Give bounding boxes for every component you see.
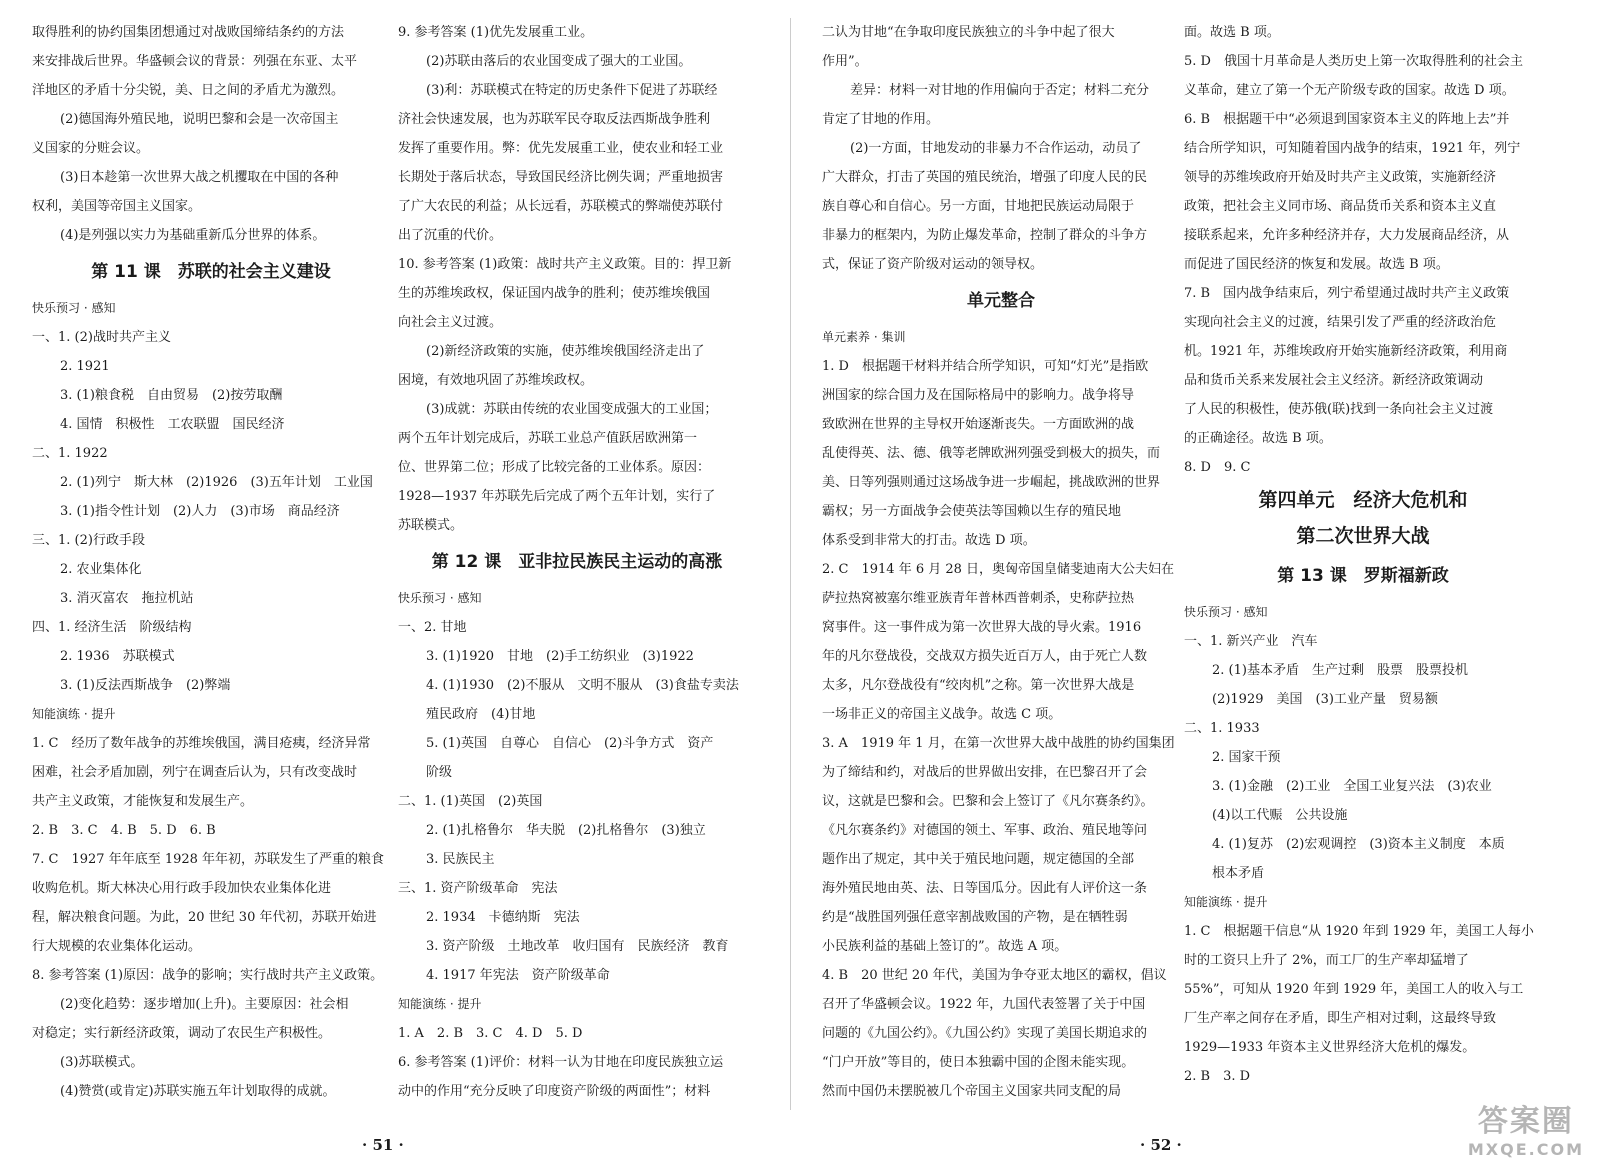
- watermark-bottom: MXQE.COM: [1467, 1140, 1584, 1159]
- text-line: 2. (1)列宁 斯大林 (2)1926 (3)五年计划 工业国: [60, 475, 373, 490]
- text-line: 萨拉热窝被塞尔维亚族青年普林西普刺杀，史称萨拉热: [822, 591, 1135, 606]
- text-line: 式，保证了资产阶级对运动的领导权。: [822, 257, 1044, 272]
- text-line: 肯定了甘地的作用。: [822, 112, 940, 127]
- text-line: 3. (1)反法西斯战争 (2)弊端: [60, 678, 231, 693]
- column-4: [1184, 18, 1542, 1091]
- column-3: [822, 18, 1180, 1106]
- text-line: (2)一方面，甘地发动的非暴力不合作运动，动员了: [850, 141, 1142, 156]
- text-line: 约是“战胜国列强任意宰割战败国的产物，是在牺牲弱: [822, 910, 1128, 925]
- text-line: 55%”，可知从 1920 年到 1929 年，美国工人的收入与工: [1184, 982, 1524, 997]
- lesson-heading: 第 11 课 苏联的社会主义建设: [91, 262, 331, 282]
- column-2: [398, 18, 756, 1106]
- text-line: 四、1. 经济生活 阶级结构: [32, 620, 192, 635]
- text-line: (2)变化趋势：逐步增加(上升)。主要原因：社会相: [60, 997, 349, 1012]
- text-line: (3)利：苏联模式在特定的历史条件下促进了苏联经: [426, 83, 718, 98]
- text-line: 2. C 1914 年 6 月 28 日，奥匈帝国皇储斐迪南大公夫妇在: [822, 562, 1175, 577]
- text-line: 4. 1917 年宪法 资产阶级革命: [426, 968, 610, 983]
- text-line: 的正确途径。故选 B 项。: [1184, 431, 1332, 446]
- text-line: 3. (1)1920 甘地 (2)手工纺织业 (3)1922: [426, 649, 694, 664]
- watermark-top: 答案圈: [1477, 1104, 1574, 1139]
- text-line: 二、1. 1933: [1184, 721, 1260, 736]
- text-line: (4)以工代赈 公共设施: [1212, 808, 1348, 823]
- text-line: 3. 资产阶级 土地改革 收归国有 民族经济 教育: [426, 939, 729, 954]
- text-line: 政策，把社会主义同市场、商品货币关系和资本主义直: [1184, 199, 1497, 214]
- text-line: 接联系起来，允许多种经济并存，大力发展商品经济，从: [1184, 228, 1510, 243]
- section-label: 快乐预习 · 感知: [32, 301, 116, 315]
- text-line: 1928—1937 年苏联先后完成了两个五年计划，实行了: [398, 489, 716, 504]
- text-line: 问题的《九国公约》。《九国公约》实现了美国长期追求的: [822, 1026, 1148, 1041]
- text-line: (2)苏联由落后的农业国变成了强大的工业国。: [426, 54, 692, 69]
- text-line: 乱使得英、法、德、俄等老牌欧洲列强受到极大的损失，而: [822, 446, 1161, 461]
- text-line: (3)苏联模式。: [60, 1055, 144, 1070]
- text-line: 厂生产率之间存在矛盾，即生产相对过剩，这最终导致: [1184, 1011, 1497, 1026]
- text-line: 苏联模式。: [398, 518, 464, 533]
- text-line: 二、1. (1)英国 (2)英国: [398, 794, 543, 809]
- section-label: 快乐预习 · 感知: [398, 591, 482, 605]
- text-line: 4. 国情 积极性 工农联盟 国民经济: [60, 417, 285, 432]
- text-line: (4)赞赏(或肯定)苏联实施五年计划取得的成就。: [60, 1084, 336, 1099]
- text-line: 5. (1)英国 自尊心 自信心 (2)斗争方式 资产: [426, 736, 714, 751]
- text-line: 题作出了规定，其中关于殖民地问题，规定德国的全部: [822, 852, 1135, 867]
- text-line: (2)新经济政策的实施，使苏维埃俄国经济走出了: [426, 344, 705, 359]
- text-line: 行大规模的农业集体化运动。: [32, 939, 202, 954]
- text-line: 然而中国仍未摆脱被几个帝国主义国家共同支配的局: [822, 1084, 1122, 1099]
- text-line: (3)成就：苏联由传统的农业国变成强大的工业国；: [426, 402, 718, 417]
- text-line: 10. 参考答案 (1)政策：战时共产主义政策。目的：捍卫新: [398, 257, 732, 272]
- text-line: 三、1. (2)行政手段: [32, 533, 145, 548]
- text-line: 一场非正义的帝国主义战争。故选 C 项。: [822, 707, 1062, 722]
- text-line: (2)1929 美国 (3)工业产量 贸易额: [1212, 692, 1438, 707]
- text-line: 困难，社会矛盾加剧，列宁在调查后认为，只有改变战时: [32, 765, 358, 780]
- lesson-heading: 单元整合: [967, 291, 1035, 311]
- text-line: 2. 农业集体化: [60, 562, 142, 577]
- page-number-right: · 52 ·: [1140, 1136, 1182, 1154]
- text-line: 2. 1936 苏联模式: [60, 649, 175, 664]
- text-line: 体系受到非常大的打击。故选 D 项。: [822, 533, 1036, 548]
- text-line: 族自尊心和自信心。另一方面，甘地把民族运动局限于: [822, 199, 1135, 214]
- section-label: 知能演练 · 提升: [398, 997, 482, 1011]
- text-line: 3. A 1919 年 1 月，在第一次世界大战中战胜的协约国集团: [822, 736, 1175, 751]
- text-line: 1. C 根据题干信息“从 1920 年到 1929 年，美国工人每小: [1184, 924, 1534, 939]
- text-line: 2. (1)扎格鲁尔 华夫脱 (2)扎格鲁尔 (3)独立: [426, 823, 706, 838]
- text-line: 三、1. 资产阶级革命 宪法: [398, 881, 558, 896]
- text-line: 向社会主义过渡。: [398, 315, 503, 330]
- text-line: 殖民政府 (4)甘地: [426, 707, 536, 722]
- text-line: 7. C 1927 年年底至 1928 年年初，苏联发生了严重的粮食: [32, 852, 385, 867]
- text-line: 二、1. 1922: [32, 446, 108, 461]
- text-line: 权利，美国等帝国主义国家。: [32, 199, 202, 214]
- unit-heading: 第四单元 经济大危机和: [1258, 489, 1468, 511]
- text-line: 对稳定；实行新经济政策，调动了农民生产积极性。: [32, 1026, 332, 1041]
- unit-heading: 第二次世界大战: [1296, 525, 1430, 547]
- text-line: 了人民的积极性，使苏俄(联)找到一条向社会主义过渡: [1184, 402, 1494, 417]
- text-line: 4. (1)复苏 (2)宏观调控 (3)资本主义制度 本质: [1212, 837, 1505, 852]
- text-line: 2. B 3. D: [1184, 1069, 1251, 1084]
- text-line: 机。1921 年，苏维埃政府开始实施新经济政策，利用商: [1184, 344, 1508, 359]
- page-number-left: · 51 ·: [362, 1136, 404, 1154]
- text-line: 阶级: [426, 765, 453, 780]
- text-line: 《凡尔赛条约》对德国的领土、军事、政治、殖民地等问: [822, 823, 1148, 838]
- text-line: 结合所学知识，可知随着国内战争的结束，1921 年，列宁: [1184, 141, 1521, 156]
- text-line: 品和货币关系来发展社会主义经济。新经济政策调动: [1184, 373, 1484, 388]
- text-line: 生的苏维埃政权，保证国内战争的胜利；使苏维埃俄国: [398, 286, 711, 301]
- text-line: 义革命，建立了第一个无产阶级专政的国家。故选 D 项。: [1184, 83, 1515, 98]
- text-line: 海外殖民地由英、法、日等国瓜分。因此有人评价这一条: [822, 881, 1148, 896]
- text-line: 3. 消灭富农 拖拉机站: [60, 591, 194, 606]
- text-line: 广大群众，打击了英国的殖民统治，增强了印度人民的民: [822, 170, 1148, 185]
- text-line: 1. D 根据题干材料并结合所学知识，可知“灯光”是指欧: [822, 359, 1149, 374]
- text-line: 收购危机。斯大林决心用行政手段加快农业集体化进: [32, 881, 332, 896]
- text-line: 霸权；另一方面战争会使英法等国赖以生存的殖民地: [822, 504, 1122, 519]
- text-line: 6. 参考答案 (1)评价：材料一认为甘地在印度民族独立运: [398, 1055, 724, 1070]
- text-line: 济社会快速发展，也为苏联军民夺取反法西斯战争胜利: [398, 112, 711, 127]
- text-line: 2. 1934 卡德纳斯 宪法: [426, 910, 580, 925]
- page-spine: [790, 18, 791, 1110]
- text-line: 两个五年计划完成后，苏联工业总产值跃居欧洲第一: [398, 431, 698, 446]
- section-label: 快乐预习 · 感知: [1184, 605, 1268, 619]
- text-line: 出了沉重的代价。: [398, 228, 503, 243]
- text-line: 6. B 根据题干中“必须退到国家资本主义的阵地上去”并: [1184, 112, 1510, 127]
- text-line: 1. A 2. B 3. C 4. D 5. D: [398, 1026, 583, 1041]
- section-label: 单元素养 · 集训: [822, 330, 906, 344]
- text-line: 了广大农民的利益；从长远看，苏联模式的弊端使苏联付: [398, 199, 724, 214]
- text-line: 召开了华盛顿会议。1922 年，九国代表签署了关于中国: [822, 997, 1146, 1012]
- text-line: 来安排战后世界。华盛顿会议的背景：列强在东亚、太平: [32, 54, 358, 69]
- text-line: 领导的苏维埃政府开始及时共产主义政策，实施新经济: [1184, 170, 1497, 185]
- text-line: 动中的作用“充分反映了印度资产阶级的两面性”；材料: [398, 1084, 711, 1099]
- text-line: 3. 民族民主: [426, 852, 495, 867]
- text-line: 差异：材料一对甘地的作用偏向于否定；材料二充分: [850, 83, 1150, 98]
- text-line: 4. B 20 世纪 20 年代，美国为争夺亚太地区的霸权，倡议: [822, 968, 1167, 983]
- text-line: 实现向社会主义的过渡，结果引发了严重的经济政治危: [1184, 315, 1497, 330]
- text-line: 2. 1921: [60, 359, 110, 374]
- text-line: 议，这就是巴黎和会。巴黎和会上签订了《凡尔赛条约》。: [822, 794, 1154, 809]
- text-line: 义国家的分赃会议。: [32, 141, 150, 156]
- text-line: (2)德国海外殖民地，说明巴黎和会是一次帝国主: [60, 112, 339, 127]
- text-line: 取得胜利的协约国集团想通过对战败国缔结条约的方法: [32, 25, 345, 40]
- text-line: 一、1. 新兴产业 汽车: [1184, 634, 1318, 649]
- text-line: 小民族利益的基础上签订的”。故选 A 项。: [822, 939, 1068, 954]
- lesson-heading: 第 13 课 罗斯福新政: [1277, 566, 1449, 586]
- text-line: 一、1. (2)战时共产主义: [32, 330, 171, 345]
- text-line: 3. (1)金融 (2)工业 全国工业复兴法 (3)农业: [1212, 779, 1492, 794]
- text-line: 太多，凡尔登战役有“绞肉机”之称。第一次世界大战是: [822, 678, 1135, 693]
- section-label: 知能演练 · 提升: [32, 707, 116, 721]
- text-line: 8. D 9. C: [1184, 460, 1251, 475]
- text-line: 作用”。: [822, 54, 868, 69]
- text-line: 非暴力的框架内，为防止爆发革命，控制了群众的斗争方: [822, 228, 1148, 243]
- lesson-heading: 第 12 课 亚非拉民族民主运动的高涨: [431, 552, 723, 572]
- section-label: 知能演练 · 提升: [1184, 895, 1268, 909]
- text-line: 二认为甘地“在争取印度民族独立的斗争中起了很大: [822, 25, 1115, 40]
- text-line: 共产主义政策，才能恢复和发展生产。: [32, 794, 254, 809]
- text-line: 美、日等列强则通过这场战争进一步崛起，挑战欧洲的世界: [822, 475, 1161, 490]
- text-line: 5. D 俄国十月革命是人类历史上第一次取得胜利的社会主: [1184, 54, 1523, 69]
- text-line: 窝事件。这一事件成为第一次世界大战的导火索。1916: [822, 620, 1142, 635]
- text-line: 9. 参考答案 (1)优先发展重工业。: [398, 25, 594, 40]
- text-line: 8. 参考答案 (1)原因：战争的影响；实行战时共产主义政策。: [32, 968, 384, 983]
- text-line: 4. (1)1930 (2)不服从 文明不服从 (3)食盐专卖法: [426, 678, 739, 693]
- text-line: 3. (1)指令性计划 (2)人力 (3)市场 商品经济: [60, 504, 340, 519]
- text-line: 年的凡尔登战役，交战双方损失近百万人，由于死亡人数: [822, 649, 1148, 664]
- text-line: 7. B 国内战争结束后，列宁希望通过战时共产主义政策: [1184, 286, 1510, 301]
- text-line: 1929—1933 年资本主义世界经济大危机的爆发。: [1184, 1040, 1476, 1055]
- text-line: 洲国家的综合国力及在国际格局中的影响力。战争将导: [822, 388, 1135, 403]
- text-line: 长期处于落后状态，导致国民经济比例失调；严重地损害: [398, 170, 724, 185]
- column-1: [32, 18, 390, 1106]
- text-line: 位、世界第二位；形成了比较完备的工业体系。原因：: [398, 460, 711, 475]
- text-line: 困境，有效地巩固了苏维埃政权。: [398, 373, 594, 388]
- text-line: 面。故选 B 项。: [1184, 25, 1280, 40]
- text-line: 2. 国家干预: [1212, 750, 1281, 765]
- text-line: 3. (1)粮食税 自由贸易 (2)按劳取酬: [60, 388, 283, 403]
- text-line: (4)是列强以实力为基础重新瓜分世界的体系。: [60, 228, 326, 243]
- text-line: “门户开放”等目的，使日本独霸中国的企图未能实现。: [822, 1055, 1135, 1070]
- text-line: 发挥了重要作用。弊：优先发展重工业，使农业和轻工业: [398, 141, 724, 156]
- text-line: 2. B 3. C 4. B 5. D 6. B: [32, 823, 216, 838]
- watermark-logo: [1468, 1096, 1584, 1159]
- text-line: 一、2. 甘地: [398, 620, 467, 635]
- text-line: 而促进了国民经济的恢复和发展。故选 B 项。: [1184, 257, 1449, 272]
- text-line: 为了缔结和约，对战后的世界做出安排，在巴黎召开了会: [822, 765, 1148, 780]
- text-line: 程，解决粮食问题。为此，20 世纪 30 年代初，苏联开始进: [32, 910, 377, 925]
- text-line: 1. C 经历了数年战争的苏维埃俄国，满目疮痍，经济异常: [32, 736, 371, 751]
- text-line: 2. (1)基本矛盾 生产过剩 股票 股票投机: [1212, 663, 1468, 678]
- text-line: 洋地区的矛盾十分尖锐，美、日之间的矛盾尤为激烈。: [32, 83, 345, 98]
- text-line: (3)日本趁第一次世界大战之机攫取在中国的各种: [60, 170, 339, 185]
- text-line: 时的工资只上升了 2%，而工厂的生产率却猛增了: [1184, 953, 1469, 968]
- text-line: 致欧洲在世界的主导权开始逐渐丧失。一方面欧洲的战: [822, 417, 1135, 432]
- text-line: 根本矛盾: [1212, 866, 1265, 881]
